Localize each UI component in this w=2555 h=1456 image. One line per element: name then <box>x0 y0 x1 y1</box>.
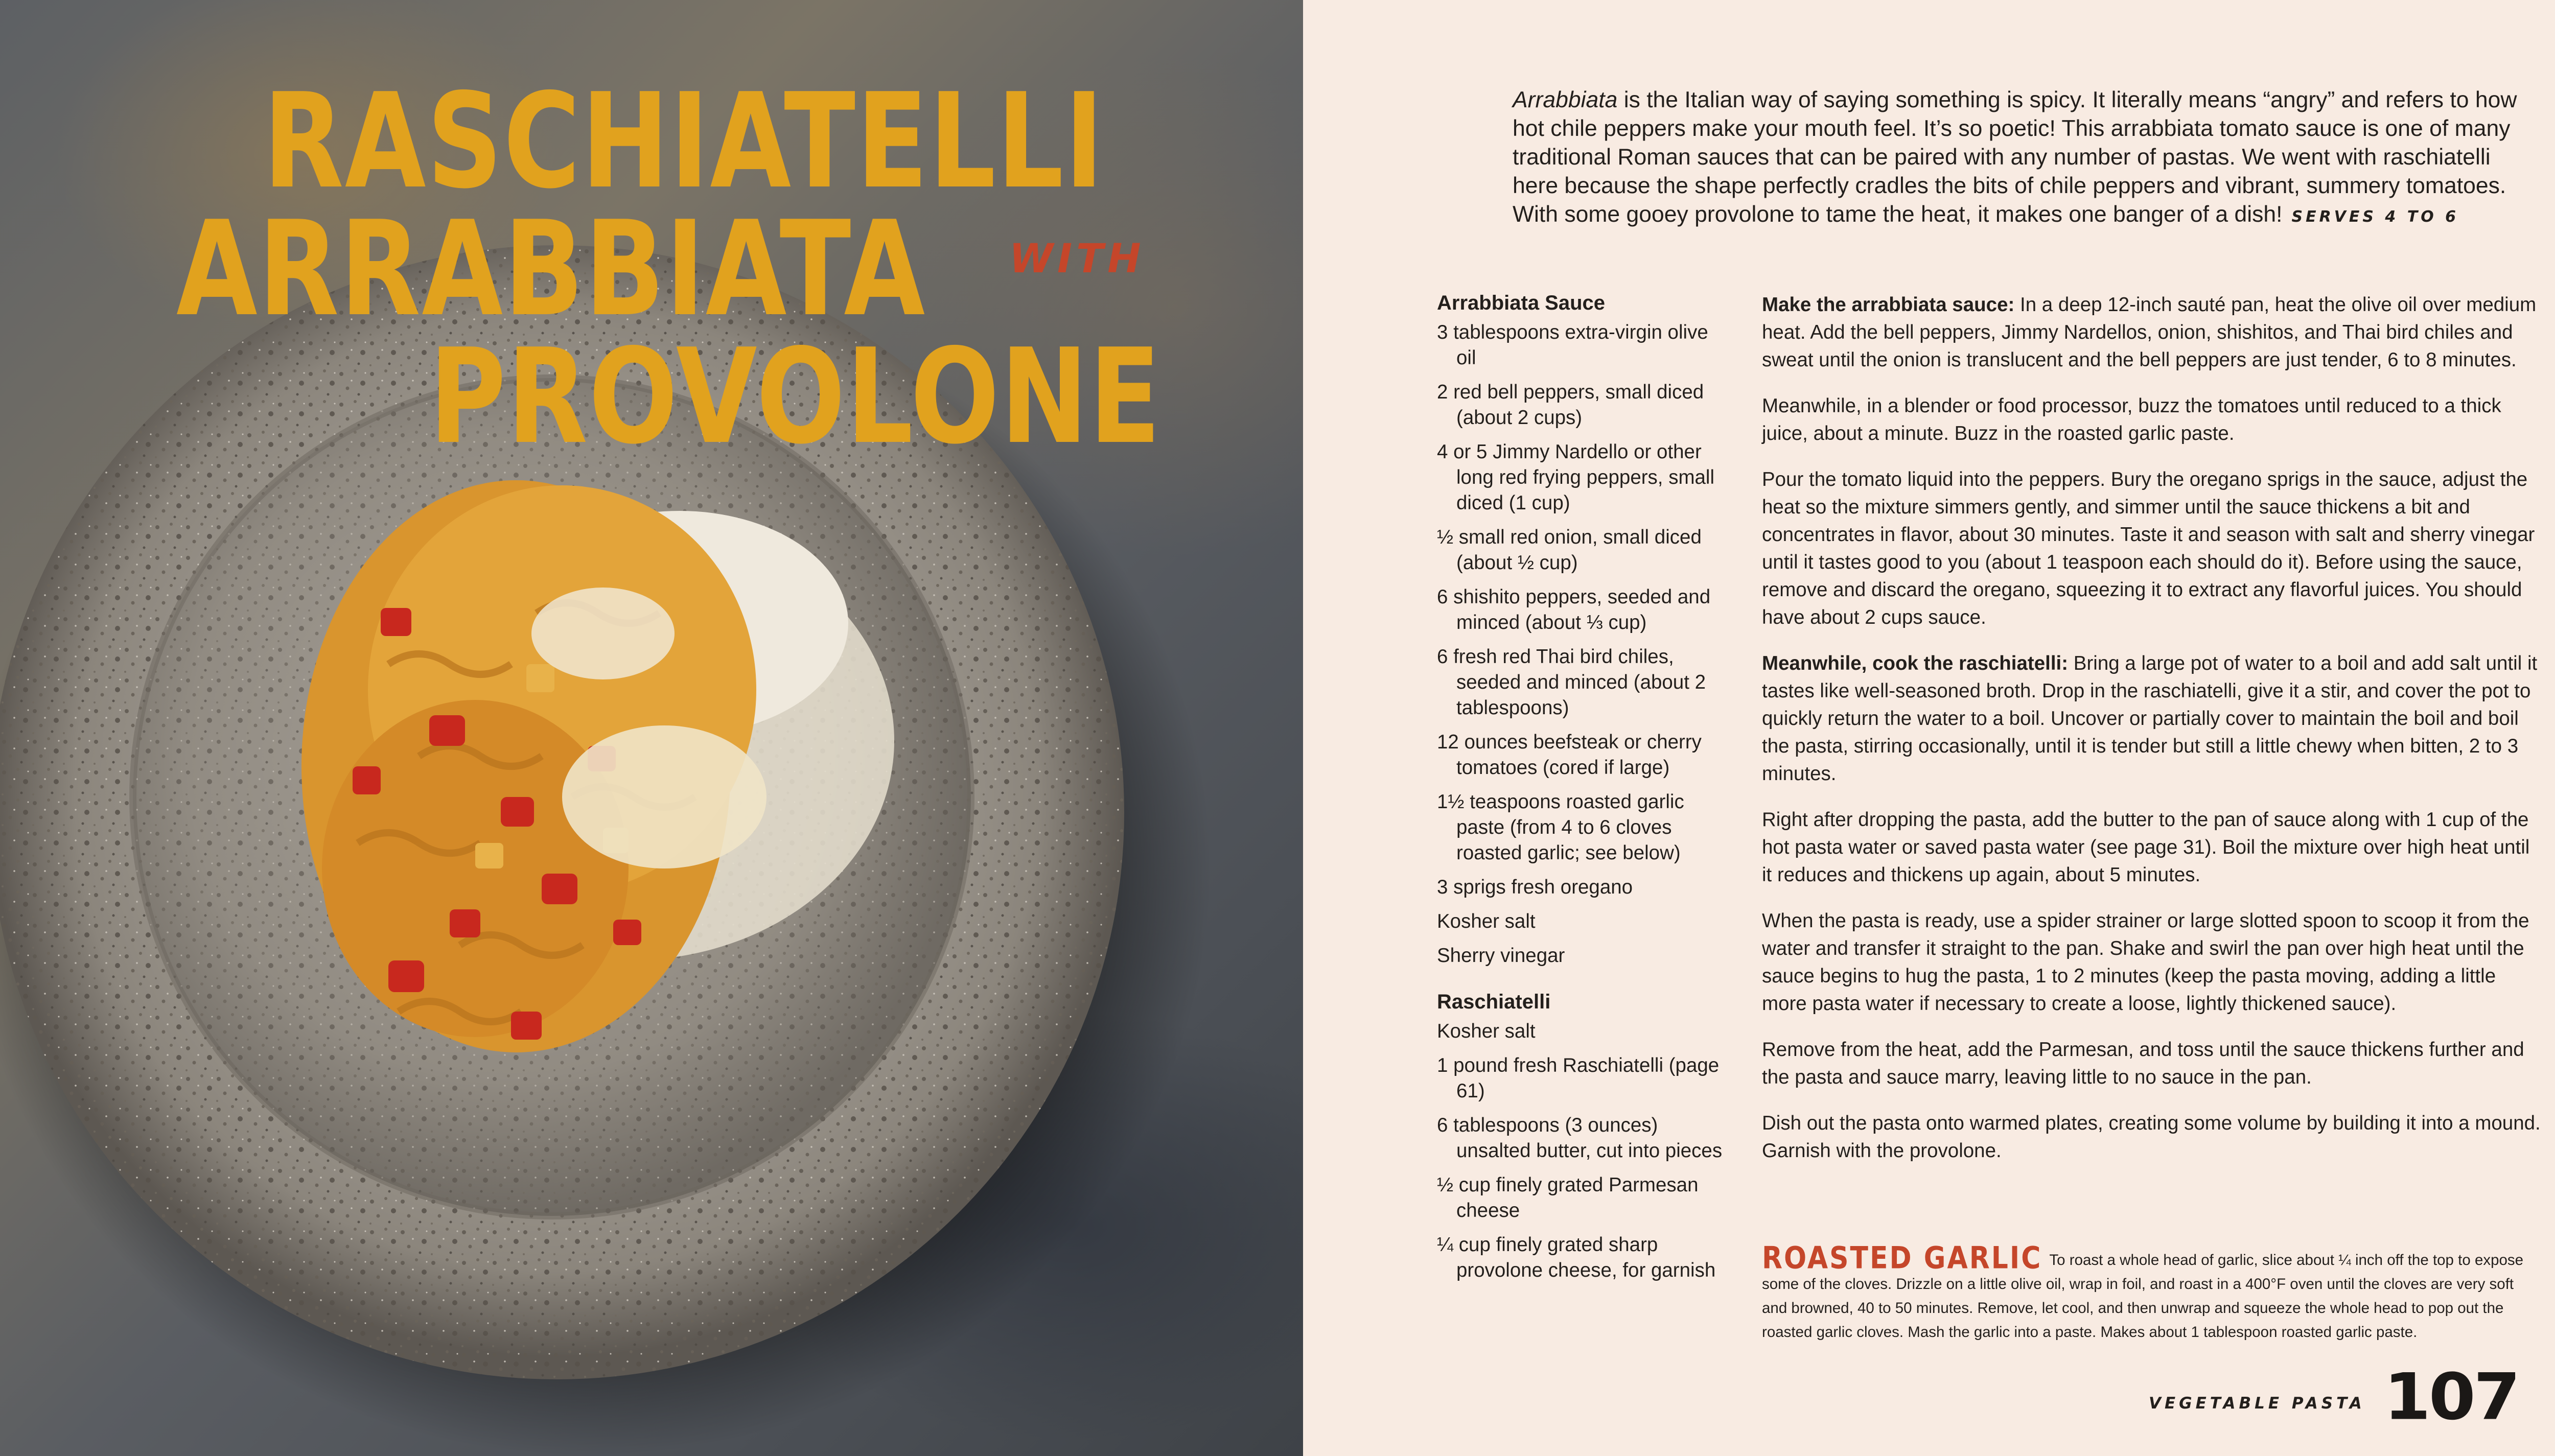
ingredients-heading-pasta: Raschiatelli <box>1437 991 1551 1013</box>
ingredient-item: 6 fresh red Thai bird chiles, seeded and minced (about 2 tablespoons) <box>1437 646 1706 719</box>
recipe-intro <box>1513 86 2529 231</box>
step-heading: Make the arrabbiata sauce: <box>1762 294 2015 316</box>
ingredient-item: ½ small red onion, small diced (about ½ cup) <box>1437 526 1702 574</box>
ingredient-item: 6 shishito peppers, seeded and minced (about ⅓ cup) <box>1437 586 1711 633</box>
recipe-title <box>0 0 1303 474</box>
ingredient-item: 3 sprigs fresh oregano <box>1437 876 1633 898</box>
method-step <box>1762 650 2541 788</box>
intro-lead-word: Arrabbiata <box>1513 87 1618 112</box>
ingredient-item: Kosher salt <box>1437 910 1536 932</box>
ingredient-item: 6 tablespoons (3 ounces) unsalted butter, cut into pieces <box>1437 1114 1723 1162</box>
title-line-3: PROVOLONE <box>429 321 1162 474</box>
page-number: 107 <box>2384 1359 2519 1435</box>
roasted-garlic-text: To roast a whole head of garlic, slice about ¼ inch off the top to expose some of the cloves. Drizzle on a little olive oil, wrap in foil, and roast in a 400°F oven until the cloves are very soft and browned, 40 to 50 minutes. Remove, let cool, and then unwrap and squeeze the whole head to pop out the roasted garlic cloves. Mash the garlic into a paste. Makes about 1 tablespoon roasted garlic paste. <box>1762 1252 2524 1341</box>
step-text: In a deep 12-inch sauté pan, heat the olive oil over medium heat. Add the bell peppers, Jimmy Nardellos, onion, shishitos, and Thai bird chiles and sweat until the onion is translucent and the bell peppers are just tender, 6 to 8 minutes. <box>1762 294 2537 371</box>
step-heading: Meanwhile, cook the raschiatelli: <box>1762 652 2069 674</box>
title-line-2: ARRABBIATA <box>176 193 926 346</box>
title-line-1: RASCHIATELLI <box>263 65 1105 218</box>
ingredient-item: 3 tablespoons extra-virgin olive oil <box>1437 321 1708 369</box>
ingredient-item: 4 or 5 Jimmy Nardello or other long red frying peppers, small diced (1 cup) <box>1437 441 1715 514</box>
step-text: Bring a large pot of water to a boil and add salt until it tastes like well-seasoned broth. Drop in the raschiatelli, give it a stir, and cover the pot to quickly return the water to a boil. Uncover or partially cover to maintain the boil and boil the pasta, stirring occasionally, until it is tender but still a little chewy when bitten, 2 to 3 minutes. <box>1762 652 2538 785</box>
intro-text: is the Italian way of saying something is spicy. It literally means “angry” and refers to how hot chile peppers make your mouth feel. It’s so poetic! This arrabbiata tomato sauce is one of many traditional Roman sauces that can be paired with any number of pastas. We went with raschiatelli here because the shape perfectly cradles the bits of chile peppers and vibrant, summery tomatoes. With some gooey provolone to tame the heat, it makes one banger of a dish! <box>1513 87 2517 227</box>
title-connector: WITH <box>1009 236 1145 282</box>
roasted-garlic-note <box>1762 1240 2541 1344</box>
method-step <box>1762 291 2541 374</box>
ingredients-list <box>1437 290 1723 1292</box>
method-steps <box>1762 291 2541 1183</box>
ingredient-item: 12 ounces beefsteak or cherry tomatoes (cored if large) <box>1437 731 1702 779</box>
roasted-garlic-heading: ROASTED GARLIC <box>1762 1240 2042 1276</box>
method-step: Right after dropping the pasta, add the butter to the pan of sauce along with 1 cup of the hot pasta water or saved pasta water (see page 31). Boil the mixture over high heat until it reduces and thickens up again, about 5 minutes. <box>1762 809 2530 886</box>
method-step: Pour the tomato liquid into the peppers. Bury the oregano sprigs in the sauce, adjust the heat so the mixture simmers gently, and simmer until the sauce thickens a bit and concentrates in flavor, about 30 minutes. Taste it and season with salt and sherry vinegar until it tastes good to you (about 1 teaspoon each should do it). Before using the sauce, remove and discard the oregano, squeezing it to extract any flavorful juices. You should have about 2 cups sauce. <box>1762 468 2535 628</box>
section-label: VEGETABLE PASTA <box>2149 1394 2365 1413</box>
ingredients-heading-sauce: Arrabbiata Sauce <box>1437 292 1606 314</box>
ingredient-item: ½ cup finely grated Parmesan cheese <box>1437 1174 1699 1222</box>
ingredient-item: 1 pound fresh Raschiatelli (page 61) <box>1437 1054 1720 1102</box>
recipe-text-page <box>1303 0 2555 1456</box>
ingredient-item: ¼ cup finely grated sharp provolone cheese, for garnish <box>1437 1234 1716 1281</box>
method-step: Dish out the pasta onto warmed plates, creating some volume by building it into a mound. Garnish with the provolone. <box>1762 1112 2541 1162</box>
method-step: Meanwhile, in a blender or food processor, buzz the tomatoes until reduced to a thick juice, about a minute. Buzz in the roasted garlic paste. <box>1762 395 2501 444</box>
method-step: When the pasta is ready, use a spider strainer or large slotted spoon to scoop it from the water and transfer it straight to the pan. Shake and swirl the pan over high heat until the sauce begins to hug the pasta, 1 to 2 minutes (keep the pasta moving, adding a little more pasta water if necessary to create a loose, lightly thickened sauce). <box>1762 910 2529 1015</box>
ingredient-item: Sherry vinegar <box>1437 945 1565 967</box>
method-step: Remove from the heat, add the Parmesan, and toss until the sauce thickens further and the pasta and sauce marry, leaving little to no sauce in the pan. <box>1762 1039 2524 1088</box>
ingredient-item: 1½ teaspoons roasted garlic paste (from 4 to 6 cloves roasted garlic; see below) <box>1437 791 1684 864</box>
serves-label: SERVES 4 TO 6 <box>2291 208 2459 226</box>
ingredient-item: Kosher salt <box>1437 1020 1536 1042</box>
ingredient-item: 2 red bell peppers, small diced (about 2 cups) <box>1437 381 1704 429</box>
